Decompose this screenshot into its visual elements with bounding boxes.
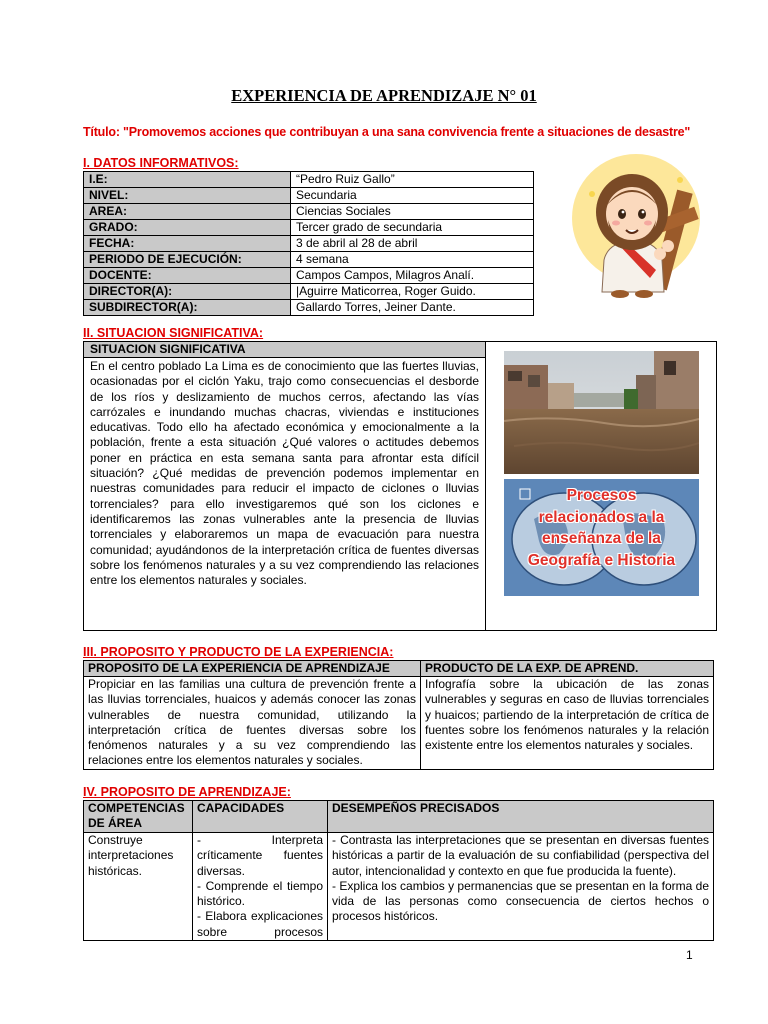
- field-label: I.E:: [84, 172, 291, 188]
- situacion-box: [83, 341, 717, 631]
- situacion-header: SITUACION SIGNIFICATIVA: [84, 342, 485, 358]
- producto-cell: Infografía sobre la ubicación de las zonas vulnerables y seguras en caso de lluvias torrenciales y huaicos; partiendo de la interpretación de crítica de fuentes sobre los fenómenos naturales y la relación existente entre los elementos naturales y sociales.: [421, 677, 714, 770]
- field-value: Gallardo Torres, Jeiner Dante.: [291, 300, 534, 316]
- table-row: [84, 268, 534, 284]
- capacidad-item: - Elabora explicaciones sobre procesos: [197, 909, 323, 939]
- graphic-caption: [504, 485, 699, 571]
- table-row: [84, 236, 534, 252]
- field-label: AREA:: [84, 204, 291, 220]
- desempeno-item: - Contrasta las interpretaciones que se presentan en diversas fuentes históricas a partir de la evaluación de su confiabilidad (perspectiva del autor, intencionalidad y contexto en que fue producida la fuente).: [332, 833, 709, 878]
- column-header: CAPACIDADES: [193, 801, 328, 833]
- section-situacion-heading: II. SITUACION SIGNIFICATIVA:: [83, 326, 264, 340]
- field-value: Tercer grado de secundaria: [291, 220, 534, 236]
- table-row: [84, 300, 534, 316]
- column-header: COMPETENCIAS DE ÁREA: [84, 801, 193, 833]
- table-row: [84, 661, 714, 677]
- graphic-line: Procesos: [566, 487, 637, 504]
- situacion-text: En el centro poblado La Lima es de conocimiento que las fuertes lluvias, ocasionadas por el ciclón Yaku, trajo como consecuencias el desborde de los ríos y deslizamiento de muchos cerros, afectando las vías carrózales e inundando muchas chacras, viviendas e instituciones educativas. Todo ello ha afectado económica y emocionalmente a la población, frente a esta situación ¿Qué valores o actitudes debemos poner en práctica en esta semana santa para afrontar esta difícil situación? ¿Qué medidas de prevención podemos implementar en nuestras comunidades para reducir el impacto de ciclones o lluvias torrenciales? para ello investigaremos qué son los ciclones e identificaremos las zonas vulnerables ante la presencia de lluvias torrenciales y elaboraremos un mapa de evacuación para nuestra comunidad; ayudándonos de la interpretación crítica de fuentes diversas sobre los fenómenos naturales y a su vez comprendiendo las relaciones entre los elementos naturales y sociales.: [90, 359, 479, 588]
- table-row: [84, 204, 534, 220]
- field-label: DOCENTE:: [84, 268, 291, 284]
- document-title: EXPERIENCIA DE APRENDIZAJE N° 01: [231, 86, 537, 105]
- table-row: [84, 252, 534, 268]
- table-row: [84, 801, 714, 833]
- desempeno-item: - Explica los cambios y permanencias que se presentan en la forma de vida de las personas como consecuencia de ciertos hechos o procesos históricos.: [332, 878, 709, 924]
- table-row: [84, 284, 534, 300]
- field-value: 3 de abril al 28 de abril: [291, 236, 534, 252]
- table-row: [84, 677, 714, 770]
- field-label: SUBDIRECTOR(A):: [84, 300, 291, 316]
- field-value: |Aguirre Maticorrea, Roger Guido.: [291, 284, 534, 300]
- geografia-historia-graphic: [504, 479, 699, 596]
- capacidades-cell: [193, 833, 328, 941]
- column-header: PRODUCTO DE LA EXP. DE APREND.: [421, 661, 714, 677]
- field-label: FECHA:: [84, 236, 291, 252]
- proposito-cell: Propiciar en las familias una cultura de prevención frente a las lluvias torrenciales, huaicos y además conocer las zonas vulnerables de nuestra comunidad, utilizando la interpretación crítica de fuentes diversas sobre los fenómenos naturales y a su vez comprendiendo las relaciones entre los elementos naturales y sociales.: [84, 677, 421, 770]
- jesus-cross-illustration: [568, 150, 704, 300]
- section-proposito-producto-heading: III. PROPOSITO Y PRODUCTO DE LA EXPERIENCIA:: [83, 645, 394, 659]
- flood-photo: [504, 351, 699, 474]
- situacion-text-column: [84, 342, 486, 630]
- field-value: “Pedro Ruiz Gallo”: [291, 172, 534, 188]
- column-header: DESEMPEÑOS PRECISADOS: [328, 801, 714, 833]
- table-row: [84, 188, 534, 204]
- table-row: [84, 172, 534, 188]
- competencias-table: [83, 800, 714, 941]
- section-proposito-aprendizaje-heading: IV. PROPOSITO DE APRENDIZAJE:: [83, 785, 291, 799]
- datos-informativos-table: [83, 171, 534, 316]
- graphic-line: relacionados a la: [538, 508, 665, 526]
- desempenos-cell: [328, 833, 714, 941]
- field-value: Ciencias Sociales: [291, 204, 534, 220]
- capacidad-item: - Comprende el tiempo histórico.: [197, 878, 323, 909]
- column-header: PROPOSITO DE LA EXPERIENCIA DE APRENDIZAJE: [84, 661, 421, 677]
- field-label: PERIODO DE EJECUCIÓN:: [84, 252, 291, 268]
- proposito-producto-table: [83, 660, 714, 770]
- field-value: 4 semana: [291, 252, 534, 268]
- table-row: [84, 833, 714, 941]
- capacidad-item: - Interpreta críticamente fuentes diversas.: [197, 833, 323, 878]
- page-number: 1: [686, 948, 693, 962]
- field-value: Secundaria: [291, 188, 534, 204]
- section-datos-heading: I. DATOS INFORMATIVOS:: [83, 156, 239, 170]
- field-label: GRADO:: [84, 220, 291, 236]
- field-value: Campos Campos, Milagros Analí.: [291, 268, 534, 284]
- document-subtitle: Título: "Promovemos acciones que contribuyan a una sana convivencia frente a situaciones de desastre": [83, 125, 691, 139]
- graphic-line: enseñanza de la: [542, 530, 661, 547]
- graphic-line: Geografía e Historia: [527, 551, 676, 569]
- field-label: DIRECTOR(A):: [84, 284, 291, 300]
- competencia-cell: Construye interpretaciones históricas.: [84, 833, 193, 941]
- field-label: NIVEL:: [84, 188, 291, 204]
- table-row: [84, 220, 534, 236]
